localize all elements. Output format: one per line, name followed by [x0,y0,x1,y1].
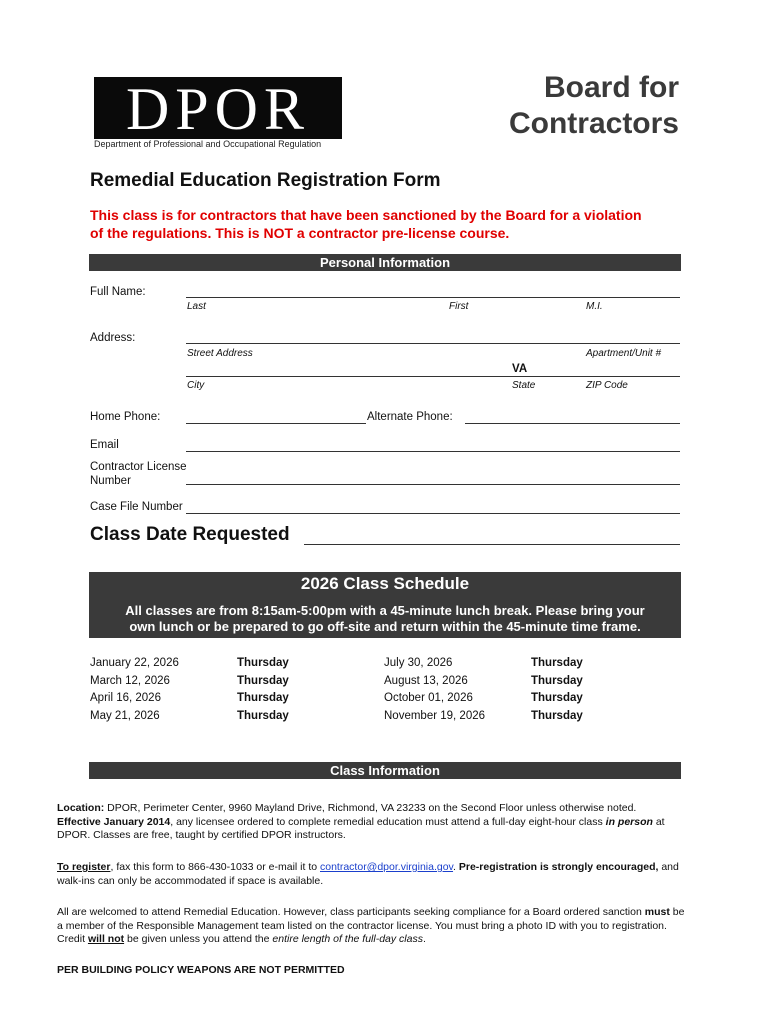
schedule-right-dates [384,655,485,725]
schedule-day: Thursday [237,674,289,687]
prereg-text: Pre-registration is strongly encouraged, [458,861,659,873]
home-phone-label: Home Phone: [90,411,161,423]
email-field[interactable] [186,451,680,452]
home-phone-field[interactable] [186,423,366,424]
register-label: To register [57,861,111,873]
logo-subtitle: Department of Professional and Occupational Regulation [94,139,322,149]
schedule-right-days [531,655,583,725]
schedule-day: Thursday [531,657,583,669]
schedule-left-dates [90,655,179,725]
street-address-field[interactable] [186,343,680,344]
effective-text2: at [652,815,665,828]
case-file-label: Case File Number [90,501,183,513]
credit-text: Credit [57,933,88,945]
schedule-date: November 19, 2026 [384,709,486,722]
city-caption: City [187,380,205,391]
schedule-title: 2026 Class Schedule [300,574,470,593]
credit-text2: be given unless you attend the [124,933,273,945]
zip-caption: ZIP Code [586,380,628,391]
schedule-header [89,572,681,638]
alt-phone-field[interactable] [465,423,680,424]
city-state-zip-field[interactable] [186,376,680,377]
schedule-date: January 22, 2026 [90,657,179,669]
schedule-note-line2: own lunch or be prepared to go off-site and return within the 45-minute time frame. [129,619,641,634]
register-period: . [453,861,459,873]
apt-caption: Apartment/Unit # [586,348,662,359]
license-label-line2: Number [90,475,131,487]
schedule-date: March 12, 2026 [90,674,170,687]
last-name-caption: Last [187,301,206,312]
schedule-day: Thursday [531,692,583,704]
welcome-text2: be [669,906,685,918]
form-title: Remedial Education Registration Form [90,170,441,191]
class-date-label: Class Date Requested [90,524,290,545]
schedule-day: Thursday [237,709,289,722]
welcome-paragraph [57,906,737,947]
in-person-text: in person [605,815,653,828]
schedule-day: Thursday [531,674,583,687]
svg-text:DPOR: DPOR [125,77,311,139]
case-file-field[interactable] [186,513,680,514]
welcome-line2: a member of the Responsible Management team listed on the contractor license. You must bring a photo ID with you to registration. [57,919,667,932]
schedule-day: Thursday [237,692,289,704]
board-title-line1: Board for [544,71,679,104]
weapons-notice: PER BUILDING POLICY WEAPONS ARE NOT PERMITTED [57,964,345,976]
license-number-label [90,460,187,488]
effective-text: , any licensee ordered to complete remedial education must attend a full-day eight-hour class [170,815,606,828]
schedule-date: May 21, 2026 [90,709,160,722]
board-title [509,70,679,142]
class-info-header: Class Information [89,762,681,779]
register-email-link[interactable]: contractor@dpor.virginia.gov [320,861,454,873]
entire-length-text: entire length of the full-day class [272,933,423,945]
schedule-date: July 30, 2026 [384,657,453,669]
address-label: Address: [90,332,136,344]
schedule-left-days [237,655,289,725]
warning-text: This class is for contractors that have been sanctioned by the Board for a violation of the regulations. This is NOT a contractor pre-license course. [90,207,642,241]
street-caption: Street Address [187,348,253,359]
state-caption: State [512,380,536,391]
email-label: Email [90,439,119,451]
register-paragraph [57,861,737,888]
state-value: VA [512,363,528,375]
welcome-text: All are welcomed to attend Remedial Education. However, class participants seeking compliance for a Board ordered sanction [57,906,645,918]
schedule-note-line1: All classes are from 8:15am-5:00pm with a 45-minute lunch break. Please bring your [125,603,645,618]
location-text: DPOR, Perimeter Center, 9960 Mayland Drive, Richmond, VA 23233 on the Second Floor unless otherwise noted. [104,802,637,814]
schedule-day: Thursday [531,709,583,722]
effective-line2: DPOR. Classes are free, taught by certified DPOR instructors. [57,829,346,841]
schedule-date: April 16, 2026 [90,692,161,704]
register-text: , fax this form to 866-430-1033 or e-mail it to [110,861,320,873]
personal-info-header: Personal Information [89,254,681,271]
dpor-logo-graphic [94,77,342,139]
full-name-label: Full Name: [90,286,146,298]
effective-label: Effective January 2014 [57,815,171,828]
register-text2: and [658,861,679,873]
schedule-date: October 01, 2026 [384,692,473,704]
board-title-line2: Contractors [508,107,679,140]
location-label: Location: [57,802,105,814]
must-text: must [644,906,670,918]
full-name-field[interactable] [186,297,680,298]
location-paragraph [57,802,737,843]
license-label-line1: Contractor License [90,461,187,473]
will-not-text: will not [87,933,125,945]
register-line2: walk-ins can only be accommodated if space is available. [57,874,324,887]
first-name-caption: First [449,301,469,312]
schedule-date: August 13, 2026 [384,674,468,687]
alt-phone-label: Alternate Phone: [367,411,453,423]
schedule-note [89,603,681,635]
license-number-field[interactable] [186,484,680,485]
credit-end: . [422,933,426,945]
mi-caption: M.I. [586,301,603,312]
schedule-day: Thursday [237,657,289,669]
class-date-field[interactable] [304,544,680,545]
